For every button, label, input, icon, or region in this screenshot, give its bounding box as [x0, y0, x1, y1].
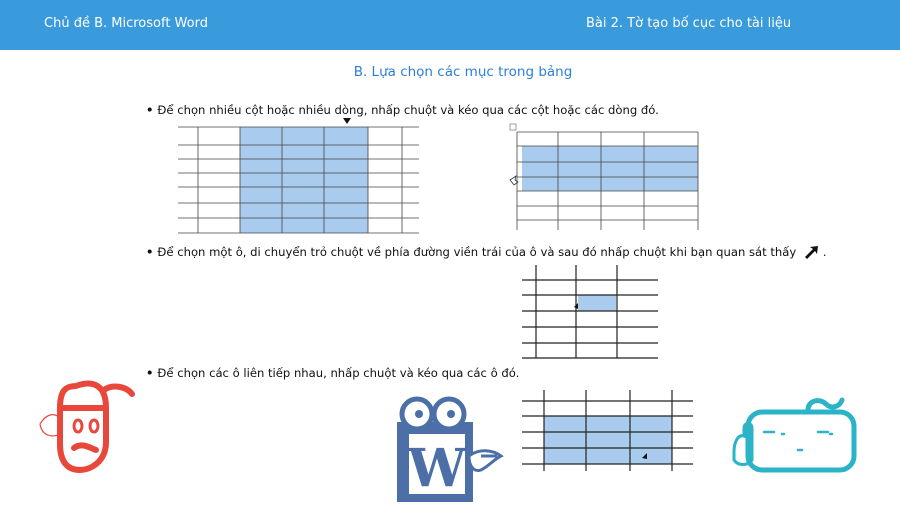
mouse-cartoon-icon — [34, 378, 134, 478]
header-lesson: Bài 2. Tờ tạo bố cục cho tài liệu — [586, 16, 792, 31]
bullet-dot: • — [146, 103, 154, 117]
word-hand-icon — [469, 451, 501, 471]
bullet-text: Để chọn một ô, di chuyển trỏ chuột về phía đường viền trái của ô và sau đó nhấp chuột khi bạn quan sát thấy — [157, 245, 797, 259]
word-logo-character — [395, 396, 505, 506]
bullet-dot: • — [146, 366, 154, 380]
selected-rows — [522, 146, 698, 191]
table-move-handle-icon — [510, 124, 516, 130]
selected-range — [544, 416, 672, 464]
section-title: B. Lựa chọn các mục trong bảng — [353, 64, 573, 80]
bullet-text: Để chọn nhiều cột hoặc nhiều dòng, nhấp chuột và kéo qua các cột hoặc các dòng đó. — [157, 103, 659, 117]
bullet-dot: • — [146, 245, 154, 259]
header-topic: Chủ đề B. Microsoft Word — [44, 16, 208, 31]
selected-columns — [240, 127, 368, 233]
bullet-suffix: . — [822, 245, 827, 259]
column-select-pointer-icon — [343, 116, 351, 124]
bullet-select-rows-cols — [146, 103, 659, 117]
bullet-text: Để chọn các ô liên tiếp nhau, nhấp chuột và kéo qua các ô đó. — [157, 366, 520, 380]
bullet-select-range — [146, 366, 519, 380]
table-row-selection — [510, 122, 700, 232]
header-bar — [0, 0, 900, 50]
word-logo-letter: W — [407, 438, 467, 499]
bullet-select-cell — [146, 245, 827, 262]
keyboard-cartoon-icon — [728, 394, 858, 479]
select-arrow-icon — [803, 245, 819, 262]
table-column-selection — [176, 125, 421, 235]
table-cell-selection — [520, 265, 660, 365]
selected-cell — [578, 295, 616, 311]
table-range-selection — [520, 388, 695, 473]
